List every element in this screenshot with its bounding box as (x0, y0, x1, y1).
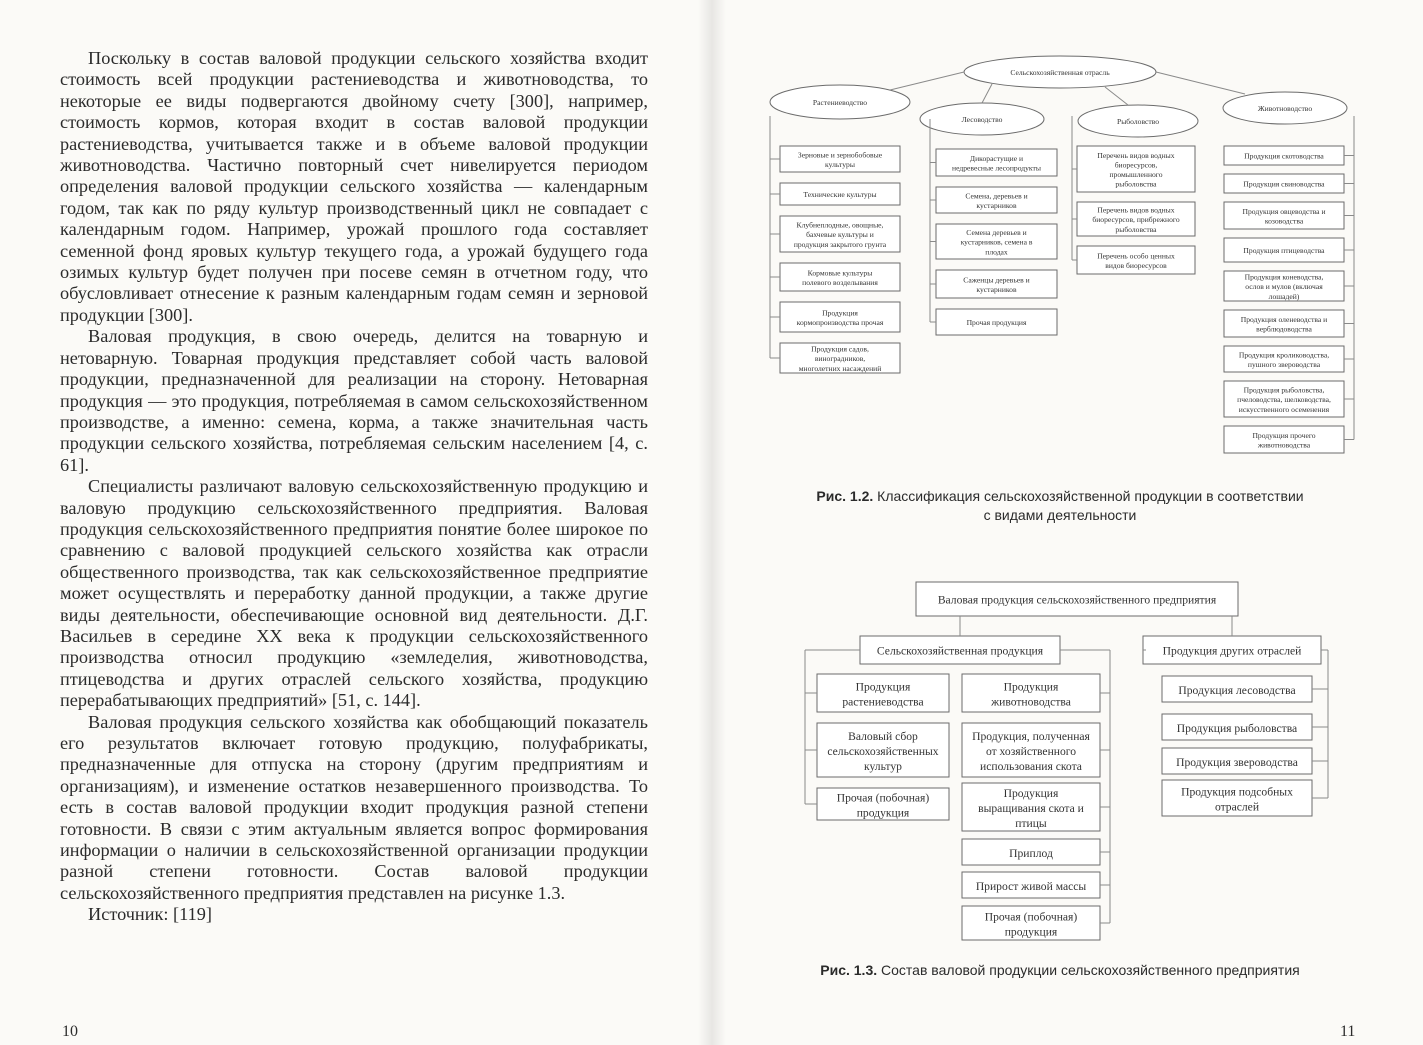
col2-item-0-text-line: недревесные лесопродукты (952, 163, 1041, 173)
left_col-item-1-text-line: сельскохозяйственных (827, 744, 939, 758)
figure-1-3-caption (760, 961, 1360, 980)
left_col-item-2-text-line: Прочая (побочная) (836, 791, 930, 805)
paragraph-3: Специалисты различают валовую сельскохозяйственную продукцию и валовую продукцию сельскохозяйственного предприятия. Валовая продукция сельскохозяйственного предприятия понятие более широкое по сравнению с валовой продукцией сельского хозяйства как отрасли общественного производства, так как сельскохозяйственное предприятие может осуществлять и переработку данной продукции, а также другие виды деятельности, обеспечивающие основной вид деятельности. Д.Г. Васильев в середине XX века к продукции сельскохозяйственного производства относил продукцию «земледелия, животноводства, птицеводства и других отраслей сельского хозяйства, продукцию перерабатывающих предприятий» [51, с. 144]. (60, 476, 648, 711)
category-1-text-line: Лесоводство (961, 114, 1003, 124)
col1-item-5-text-line: многолетних насаждений (798, 363, 882, 373)
col3-item-0-text-line: промышленного (1109, 169, 1163, 179)
col1-item-2-text-line: бахчевые культуры и (806, 230, 874, 240)
root-sector-text-line: Сельскохозяйственная отрасль (1010, 67, 1110, 77)
branch-agri-text (877, 645, 1044, 658)
mid_col-item-2-text-line: Продукция (1003, 786, 1059, 800)
col4-item-4-text-line: ослов и мулов (включая (1245, 282, 1323, 292)
left_col-item-0-text-line: растениеводства (842, 695, 924, 709)
figure-1-2-label: Рис. 1.2. (816, 488, 874, 504)
right_col-item-0-text (1178, 684, 1295, 697)
col2-item-1-text-line: кустарников (976, 200, 1017, 210)
col2-item-3-text-line: кустарников (976, 284, 1017, 294)
connector-line (890, 72, 964, 90)
paragraph-1: Поскольку в состав валовой продукции сельского хозяйства входит стоимость всей продукции растениеводства и животноводства, то некоторые ее виды подвергаются двойному счету [300], например, стоимость кормов, которая входит в состав валовой продукции растениеводства, учитывается также и в объеме валовой продукции животноводства. Частично повторный счет нивелируется периодом определения валовой продукции сельского хозяйства — календарным годом, так как по ряду культур производственный цикл не совпадает с календарным годом. Например, урожай прошлого года составляет семенной фонд яровых культур текущего года, а урожай будущего года озимых культур будет получен при посеве семян в отчетном году, что обусловливает отнесение к разным календарным годам семян и зерновой продукции [300]. (60, 48, 648, 325)
connector-line (1156, 72, 1245, 94)
mid_col-item-0-text-line: животноводства (991, 695, 1071, 709)
col1-item-3-text-line: полевого возделывания (802, 277, 878, 287)
col2-item-4-text-line: Прочая продукция (966, 318, 1027, 328)
branch-other-text (1163, 645, 1302, 658)
mid_col-item-4-text (976, 880, 1087, 893)
col4-item-6-text (1239, 350, 1329, 369)
right_col-item-2-text (1176, 756, 1298, 769)
category-3-text-line: Животноводство (1257, 103, 1313, 113)
connector-line (982, 84, 992, 103)
col2-item-2-text-line: кустарников, семена в (960, 237, 1033, 247)
right_col-item-1-text-line: Продукция рыболовства (1176, 721, 1298, 735)
paragraph-4: Валовая продукция сельского хозяйства как обобщающий показатель его результатов включает готовую продукцию, полуфабрикаты, предназначенные для отпуска на сторону (другим предприятиям и организациям), и изменение остатков незавершенного производства. То есть в состав валовой продукции входит продукция разной степени готовности. В связи с этим актуальным является вопрос формирования информации о наличии в сельскохозяйственной организации продукции разной степени готовности. Состав валовой продукции сельскохозяйственного предприятия представлен на рисунке 1.3. (60, 711, 648, 903)
mid_col-item-1-text-line: использования скота (980, 759, 1082, 773)
figure-1-3-title: Состав валовой продукции сельскохозяйственного предприятия (881, 962, 1300, 978)
figure-1-2-classification-diagram (760, 50, 1360, 475)
mid_col-item-1-text-line: от хозяйственного (985, 744, 1077, 758)
col4-item-6-text-line: пушного звероводства (1247, 359, 1321, 369)
col1-item-3-text-line: Кормовые культуры (807, 268, 873, 278)
col4-item-4-text-line: лошадей) (1268, 291, 1300, 301)
col4-item-1-text (1243, 180, 1325, 189)
page-number-left: 10 (62, 1023, 78, 1040)
figure-1-2-caption (760, 487, 1360, 525)
col3-item-0-text-line: биоресурсов, (1114, 160, 1158, 170)
col2-item-2-text-line: Семена деревьев и (966, 228, 1027, 238)
col2-item-4-text (967, 318, 1027, 327)
left-page-text (60, 48, 648, 926)
col4-item-8-text (1252, 431, 1315, 450)
col1-item-5-text-line: Продукция садов, (811, 344, 869, 354)
col4-item-5-text-line: верблюдоводства (1256, 324, 1312, 334)
col4-item-7-text (1237, 386, 1331, 414)
col2-item-2-text-line: плодах (985, 247, 1008, 257)
mid_col-item-2-text-line: выращивания скота и (978, 801, 1084, 815)
source-line: Источник: [119] (88, 904, 212, 925)
col4-item-8-text-line: животноводства (1257, 440, 1311, 450)
mid_col-item-3-text (1009, 847, 1053, 860)
mid_col-item-1-text-line: Продукция, полученная (972, 729, 1090, 743)
figure-1-3-label: Рис. 1.3. (820, 962, 878, 978)
col4-item-2-text-line: Продукция овцеводства и (1242, 206, 1326, 216)
col3-item-1-text-line: биоресурсов, прибрежного (1092, 215, 1180, 225)
left_col-item-1-text-line: Валовый сбор (848, 729, 918, 743)
paragraph-2: Валовая продукция, в свою очередь, делится на товарную и нетоварную. Товарная продукция представляет собой часть валовой продукции, предназначенной для реализации на сторону. Нетоварная продукция — это продукция, потребляемая в самом сельскохозяйственном производстве, а именно: семена, корма, а также значительная часть продукции сельского хозяйства, потребляемая сельским населением [4, с. 61]. (60, 326, 648, 475)
category-3-text (1258, 104, 1312, 113)
page-number-right: 11 (1340, 1023, 1356, 1040)
col4-item-6-text-line: Продукция кролиководства, (1238, 350, 1330, 360)
col4-item-5-text-line: Продукция оленеводства и (1240, 314, 1328, 324)
right_col-item-3-text-line: Продукция подсобных (1181, 785, 1293, 799)
col4-item-7-text-line: пчеловодства, шелководства, (1237, 395, 1331, 405)
col1-item-1-text (803, 190, 876, 199)
mid_col-item-2-text-line: птицы (1015, 816, 1047, 830)
root-text-line: Валовая продукция сельскохозяйственного предприятия (937, 593, 1217, 607)
category-2-text-line: Рыболовство (1116, 116, 1160, 126)
book-gutter (698, 0, 726, 1045)
col1-item-0-text-line: культуры (825, 159, 855, 169)
col4-item-7-text-line: искусственного осеменения (1238, 404, 1330, 414)
col3-item-0-text-line: рыболовства (1115, 179, 1157, 189)
mid_col-item-4-text-line: Прирост живой массы (975, 879, 1087, 893)
branch-agri-text-line: Сельскохозяйственная продукция (876, 644, 1044, 658)
col3-item-2-text-line: Перечень особо ценных (1097, 251, 1175, 261)
col4-item-7-text-line: Продукция рыболовства, (1243, 385, 1325, 395)
col2-item-1-text-line: Семена, деревьев и (965, 191, 1028, 201)
figure-1-2-title-line1: Классификация сельскохозяйственной продукции в соответствии (877, 488, 1304, 504)
col1-item-1-text-line: Технические культуры (803, 190, 877, 200)
col3-item-2-text-line: видов биоресурсов (1105, 260, 1167, 270)
col3-item-1-text-line: Перечень видов водных (1097, 205, 1175, 215)
col3-item-2-text (1097, 251, 1175, 270)
right_col-item-3-text-line: отраслей (1214, 800, 1260, 814)
col1-item-4-text-line: кормопроизводства прочая (796, 317, 884, 327)
category-0-text (813, 98, 867, 107)
col4-item-4-text-line: Продукция коневодства, (1244, 272, 1324, 282)
col1-item-4-text-line: Продукция (822, 308, 858, 318)
col1-item-3-text (802, 268, 878, 287)
category-0-text-line: Растениеводство (812, 97, 868, 107)
mid_col-item-3-text-line: Приплод (1009, 846, 1053, 860)
left_col-item-1-text-line: культур (864, 759, 902, 773)
col1-item-5-text-line: виноградников, (814, 354, 866, 364)
connector-line (1105, 87, 1128, 105)
right_col-item-2-text-line: Продукция звероводства (1176, 755, 1298, 769)
col1-item-2-text-line: продукция закрытого грунта (793, 239, 887, 249)
col4-item-8-text-line: Продукция прочего (1252, 430, 1316, 440)
right_col-item-1-text (1177, 722, 1297, 735)
col4-item-0-text (1244, 152, 1324, 161)
col4-item-1-text-line: Продукция свиноводства (1243, 179, 1325, 189)
mid_col-item-1-text (972, 730, 1090, 773)
col3-item-1-text-line: рыболовства (1115, 224, 1157, 234)
root-sector-text (1010, 68, 1110, 77)
col1-item-2-text (794, 221, 887, 249)
col2-item-0-text-line: Дикорастущие и (969, 153, 1024, 163)
figure-1-3-composition-diagram (800, 580, 1340, 945)
left_col-item-0-text-line: Продукция (855, 680, 911, 694)
col4-item-0-text-line: Продукция скотоводства (1244, 151, 1324, 161)
branch-other-text-line: Продукция других отраслей (1162, 644, 1302, 658)
category-1-text (962, 115, 1003, 124)
right_col-item-0-text-line: Продукция лесоводства (1178, 683, 1296, 697)
root-text (938, 594, 1217, 607)
mid_col-item-0-text-line: Продукция (1003, 680, 1059, 694)
col4-item-2-text-line: козоводства (1264, 216, 1304, 226)
mid_col-item-5-text-line: продукция (1004, 925, 1058, 939)
col4-item-3-text-line: Продукция птицеводства (1243, 246, 1325, 256)
col1-item-0-text-line: Зерновые и зернобобовые (797, 150, 883, 160)
col3-item-0-text-line: Перечень видов водных (1097, 150, 1175, 160)
figure-1-2-title-line2: с видами деятельности (983, 507, 1137, 523)
col4-item-3-text (1243, 246, 1325, 255)
col2-item-3-text-line: Саженцы деревьев и (963, 275, 1030, 285)
col1-item-2-text-line: Клубнеплодные, овощные, (796, 220, 884, 230)
left_col-item-2-text-line: продукция (856, 806, 910, 820)
category-2-text (1117, 117, 1159, 126)
mid_col-item-5-text-line: Прочая (побочная) (984, 910, 1078, 924)
